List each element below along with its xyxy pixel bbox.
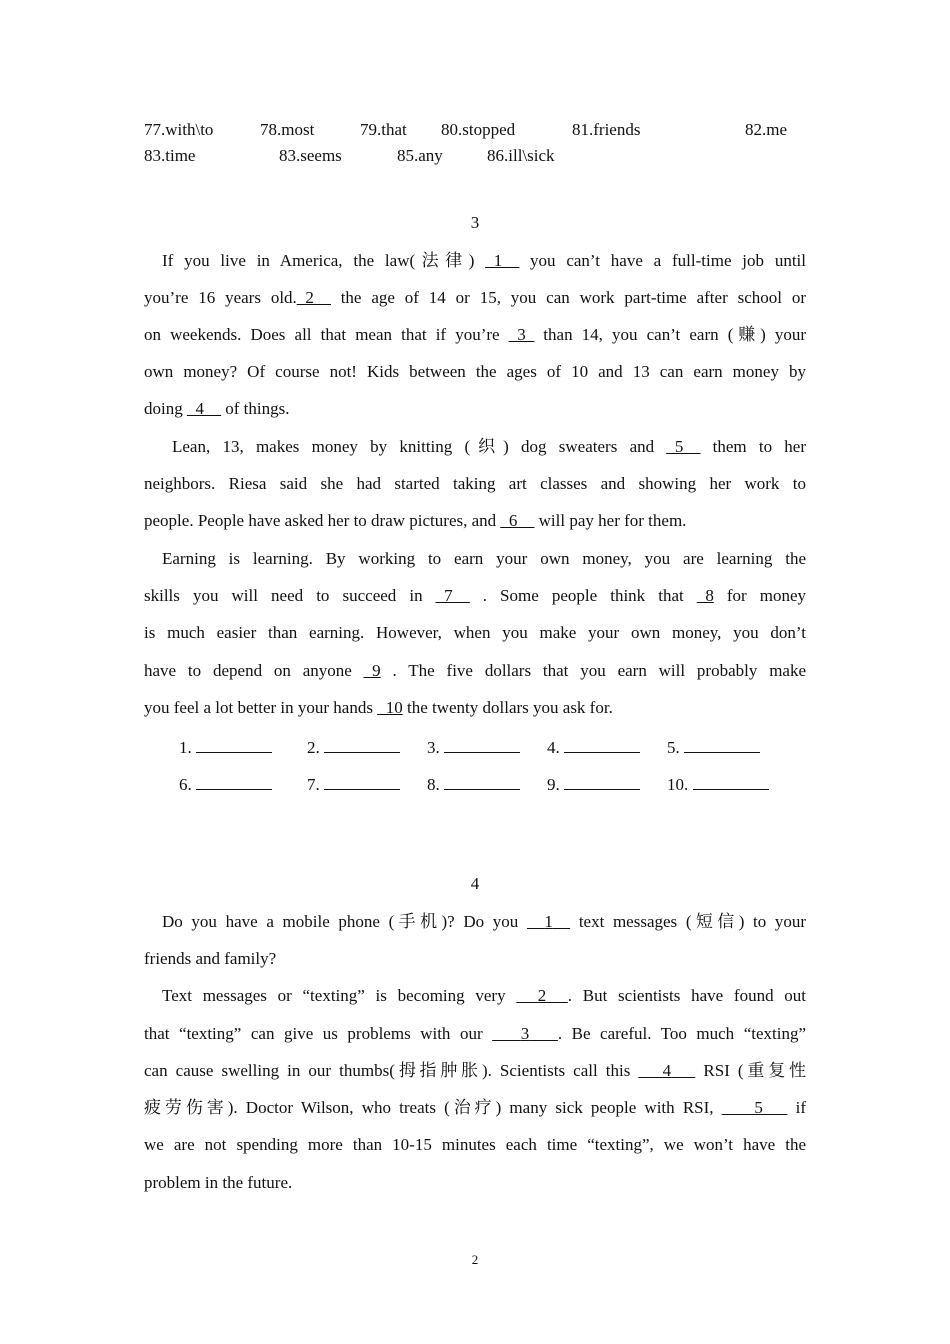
- blank-3: 3: [520, 1024, 530, 1043]
- answer-82: 82.me: [745, 120, 788, 139]
- section-4-heading: 4: [470, 874, 480, 893]
- s4-line: Text messages or “texting” is becoming very 2 . But scientists have found out: [162, 986, 807, 1005]
- blank-4: _4__: [186, 399, 221, 418]
- s3-line: you’re 16 years old._2__ the age of 14 or 15, you can work part-time after school or: [144, 288, 807, 307]
- answer-slot: 10.: [667, 773, 769, 795]
- s3-line: Lean, 13, makes money by knitting (织) dog sweaters and _5__ them to her: [172, 437, 807, 456]
- answer-slot: 2.: [307, 736, 400, 758]
- blank-3: _3_: [508, 325, 535, 344]
- answer-78: 78.most: [260, 120, 315, 139]
- blank-9: _9: [363, 661, 381, 680]
- s4-line: Do you have a mobile phone (手机)? Do you 1 text messages (短信) to your: [162, 912, 807, 931]
- s3-line: neighbors. Riesa said she had started taking art classes and showing her work to: [144, 474, 806, 493]
- s3-line: have to depend on anyone _9 . The five dollars that you earn will probably make: [144, 661, 807, 680]
- s4-line: problem in the future.: [144, 1173, 293, 1192]
- answer-slot: 5.: [667, 736, 760, 758]
- s3-line: Earning is learning. By working to earn your own money, you are learning the: [162, 549, 806, 568]
- section-3-heading: 3: [470, 213, 480, 232]
- blank-2: _2__: [296, 288, 331, 307]
- answer-80: 80.stopped: [441, 120, 516, 139]
- s3-line: you feel a lot better in your hands _10 the twenty dollars you ask for.: [144, 698, 613, 717]
- s3-line: is much easier than earning. However, when you make your own money, you don’t: [144, 623, 806, 642]
- blank-8: _8: [696, 586, 714, 605]
- s4-line: 疲劳伤害). Doctor Wilson, who treats (治疗) many sick people with RSI, 5 if: [144, 1098, 807, 1117]
- s3-line: doing _4__ of things.: [144, 399, 290, 418]
- s4-line: friends and family?: [144, 949, 277, 968]
- blank-6: _6__: [500, 511, 535, 530]
- blank-5: 5: [754, 1098, 763, 1117]
- answer-83b: 83.seems: [279, 146, 342, 165]
- blank-4: 4: [662, 1061, 672, 1080]
- page-number: 2: [471, 1252, 479, 1267]
- answer-slot: 4.: [547, 736, 640, 758]
- answer-slot: 6.: [179, 773, 272, 795]
- answer-slot: 3.: [427, 736, 520, 758]
- answer-slot: 7.: [307, 773, 400, 795]
- answer-83a: 83.time: [144, 146, 196, 165]
- s3-line: on weekends. Does all that mean that if you’re _3_ than 14, you can’t earn (赚) your: [144, 325, 807, 344]
- s3-line: skills you will need to succeed in _7__ . Some people think that _8 for money: [144, 586, 807, 605]
- answer-81: 81.friends: [572, 120, 641, 139]
- answer-slot: 1.: [179, 736, 272, 758]
- blank-2: 2: [537, 986, 547, 1005]
- s4-line: we are not spending more than 10-15 minutes each time “texting”, we won’t have the: [144, 1135, 806, 1154]
- blank-1: 1: [544, 912, 553, 931]
- s3-line: If you live in America, the law(法律) _1__ you can’t have a full-time job until: [162, 251, 806, 270]
- blank-10: _10: [377, 698, 403, 717]
- answer-85: 85.any: [397, 146, 443, 165]
- blank-1: _1__: [485, 251, 520, 270]
- s3-line: own money? Of course not! Kids between the ages of 10 and 13 can earn money by: [144, 362, 806, 381]
- answer-slot: 8.: [427, 773, 520, 795]
- blank-5: _5__: [666, 437, 701, 456]
- s4-line: that “texting” can give us problems with our 3 . Be careful. Too much “texting”: [144, 1024, 807, 1043]
- answer-slot: 9.: [547, 773, 640, 795]
- s3-line: people. People have asked her to draw pictures, and _6__ will pay her for them.: [144, 511, 687, 530]
- answer-79: 79.that: [360, 120, 407, 139]
- answer-77: 77.with\to: [144, 120, 214, 139]
- s4-line: can cause swelling in our thumbs(拇指肿胀). Scientists call this 4 RSI (重复性: [144, 1061, 807, 1080]
- blank-7: _7__: [435, 586, 470, 605]
- answer-86: 86.ill\sick: [487, 146, 555, 165]
